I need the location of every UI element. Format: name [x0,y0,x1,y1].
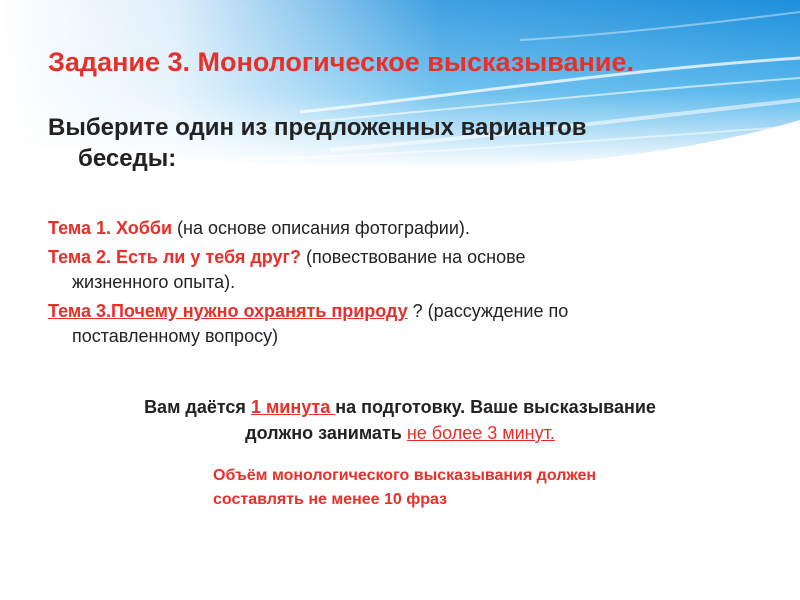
topic-1-text: (на основе описания фотографии). [172,218,470,238]
topic-2-continuation: жизненного опыта). [72,272,236,292]
topic-3 [48,299,768,349]
slide-title: Задание 3. Монологическое высказывание. [48,47,634,77]
topic-3-label: Тема 3.Почему нужно охранять природу [48,301,408,321]
time-info [0,394,800,446]
topic-2-label: Тема 2. Есть ли у тебя друг? [48,247,302,267]
topics-list [48,216,768,353]
note-line-1: Объём монологического высказывания должен [213,467,597,484]
topic-1 [48,216,768,241]
speaking-time: не более 3 минут. [406,423,555,443]
time-info-line-1 [0,394,800,420]
time-info-part-3: должно занимать [245,423,407,443]
instruction-line-2: беседы: [78,145,177,172]
instruction-heading [48,112,688,174]
topic-3-continuation: поставленному вопросу) [72,326,279,346]
note-line-2: составлять не менее 10 фраз [213,491,448,508]
volume-requirement-note [213,464,753,512]
topic-2-text: (повествование на основе [301,247,526,267]
time-info-line-2 [0,420,800,446]
time-info-part-2: на подготовку. Ваше высказывание [335,397,656,417]
preparation-time: 1 минута [250,397,336,417]
instruction-line-1: Выберите один из предложенных вариантов [48,114,587,141]
topic-3-text: ? (рассуждение по [407,301,569,321]
topic-2 [48,245,768,295]
time-info-part-1: Вам даётся [144,397,251,417]
topic-1-label: Тема 1. Хобби [48,218,173,238]
